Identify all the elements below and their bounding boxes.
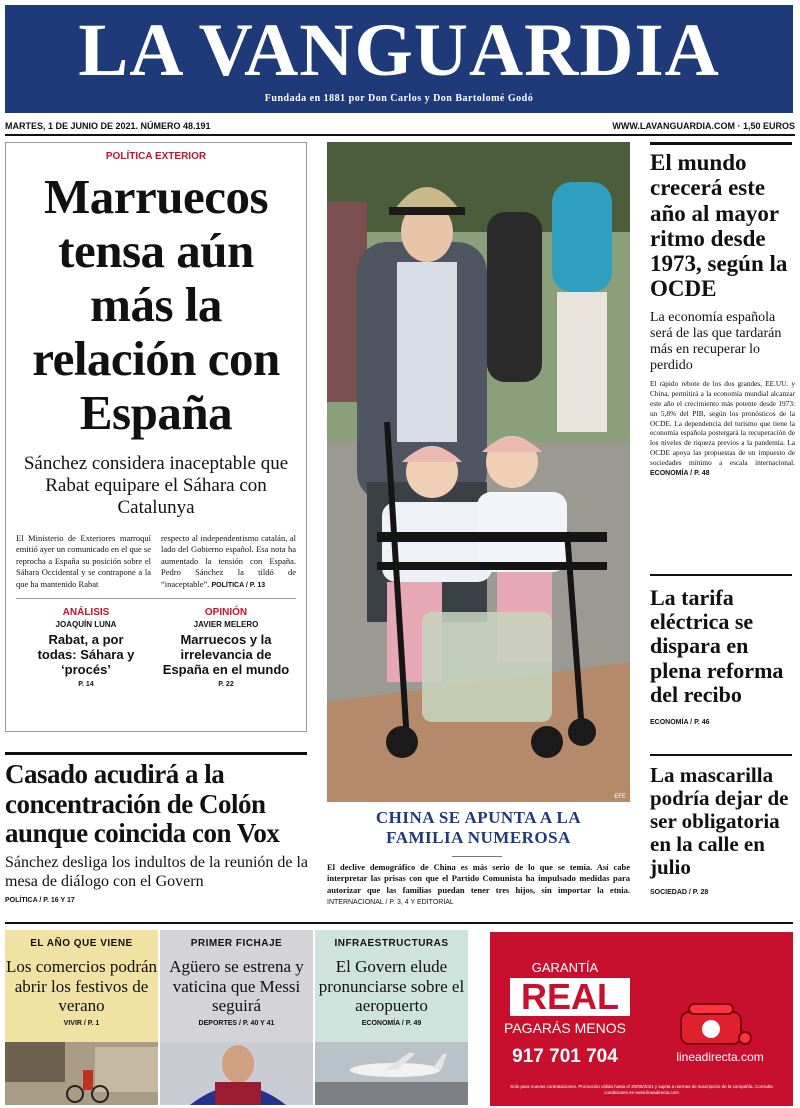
tarifa-headline[interactable]: La tarifa eléctrica se dispara en plena reforma del recibo	[650, 585, 784, 707]
analysis-author: JOAQUÍN LUNA	[55, 620, 117, 630]
mascarilla-ref: SOCIEDAD / P. 28	[650, 889, 709, 897]
photo-credit: EFE	[614, 794, 626, 800]
promo-aeropuerto-title[interactable]: El Govern elude pronunciarse sobre el aeropuerto	[318, 957, 465, 1016]
promo-aguero-ref: DEPORTES / P. 40 Y 41	[198, 1019, 275, 1027]
china-body-text: El declive demográfico de China es más serio de lo que se temía. Así cabe interpretar las prisas con que el Partido Comunista ha impulsado medidas para autorizar que las familias puedan tener tres hijos, sin importar la etnia.	[327, 862, 630, 895]
top-rule	[5, 134, 795, 136]
tarifa-story[interactable]	[650, 586, 795, 726]
promo-comercios-ref: VIVIR / P. 1	[63, 1019, 100, 1027]
tarifa-ref: ECONOMÍA / P. 46	[650, 718, 710, 726]
ad-web[interactable]: lineadirecta.com	[676, 1050, 764, 1064]
promo-aguero[interactable]	[160, 930, 313, 1105]
lead-related	[16, 598, 296, 688]
tarifa-rule	[650, 574, 792, 576]
promo-aeropuerto[interactable]	[315, 930, 468, 1105]
ocde-ref: ECONOMÍA / P. 48	[650, 469, 710, 477]
promo-aguero-kicker: PRIMER FICHAJE	[190, 938, 283, 949]
opinion-item[interactable]	[156, 607, 296, 688]
promo-aeropuerto-text	[315, 930, 468, 1042]
bottom-rule	[5, 922, 793, 924]
casado-story[interactable]	[5, 760, 310, 904]
ad-fine-print: Sólo para nuevas contrataciones. Promoción válida hasta el 30/06/2021 y sujeta a normas de suscripción de la compañía. Consulta condiciones en www.lineadirecta.com	[510, 1084, 773, 1096]
china-photo[interactable]	[327, 142, 630, 802]
promo-aguero-title[interactable]: Agüero se estrena y vaticina que Messi seguirá	[169, 957, 304, 1016]
casado-subhead: Sánchez desliga los indultos de la reunión de la mesa de diálogo con el Govern	[5, 854, 309, 891]
dateline-web-price: WWW.LAVANGUARDIA.COM · 1,50 EUROS	[612, 121, 795, 131]
masthead-founded: Fundada en 1881 por Don Carlos y Don Bartolomé Godó	[264, 93, 534, 104]
lead-body-right	[161, 533, 296, 590]
dateline	[5, 118, 795, 134]
promo-comercios-photo	[5, 1042, 158, 1105]
analysis-kicker: ANÁLISIS	[62, 607, 110, 619]
ad-line1: GARANTÍA	[531, 960, 599, 975]
china-headline[interactable]: CHINA SE APUNTA A LA FAMILIA NUMEROSA	[375, 808, 582, 848]
ocde-rule	[650, 142, 792, 145]
promo-aeropuerto-photo	[315, 1042, 468, 1105]
opinion-page: P. 22	[218, 681, 234, 689]
lead-body-right-text: respecto al independentismo catalán, al lado del Gobierno español. Esa nota ha aumentado la tensión con España. Pedro Sánchez la tildó de “inaceptable”.	[161, 532, 296, 589]
ad-linea-directa[interactable]	[490, 932, 793, 1106]
lead-headline[interactable]: Marruecos tensa aún más la relación con España	[32, 169, 280, 440]
promo-aguero-text	[160, 930, 313, 1042]
analysis-item[interactable]	[16, 607, 156, 688]
promo-comercios-title[interactable]: Los comercios podrán abrir los festivos de verano	[5, 957, 158, 1016]
china-rule	[452, 856, 502, 857]
opinion-kicker: OPINIÓN	[204, 607, 248, 619]
masthead	[5, 5, 793, 113]
casado-rule	[5, 752, 307, 755]
phone-icon	[675, 1002, 755, 1052]
lead-kicker: POLÍTICA EXTERIOR	[105, 151, 207, 162]
lead-body-left: El Ministerio de Exteriores marroquí emitió ayer un comunicado en el que se reprocha a España su posición sobre el Sáhara Occidental y se contrapone a la que ha mantenido Rabat	[16, 532, 151, 589]
masthead-logo[interactable]: LA VANGUARDIA	[78, 9, 720, 92]
china-ref: INTERNACIONAL / P. 3, 4 Y EDITORIAL	[327, 899, 454, 907]
ad-line3: PAGARÁS MENOS	[504, 1020, 626, 1036]
dateline-date: MARTES, 1 DE JUNIO DE 2021. NÚMERO 48.191	[5, 121, 211, 131]
analysis-page: P. 14	[78, 681, 94, 689]
mascarilla-story[interactable]	[650, 764, 795, 896]
china-photo-illustration	[327, 142, 630, 802]
ocde-headline[interactable]: El mundo crecerá este año al mayor ritmo desde 1973, según la OCDE	[650, 150, 788, 302]
promo-aeropuerto-kicker: INFRAESTRUCTURAS	[334, 938, 449, 949]
lead-story[interactable]	[5, 142, 307, 732]
ocde-subhead: La economía española será de las que tardarán más en recuperar lo perdido	[650, 309, 782, 374]
casado-ref: POLÍTICA / P. 16 Y 17	[5, 897, 75, 905]
promo-comercios-kicker: EL AÑO QUE VIENE	[30, 938, 133, 949]
casado-headline[interactable]: Casado acudirá a la concentración de Colón aunque coincida con Vox	[5, 759, 280, 849]
china-body	[327, 862, 630, 908]
lead-body-ref: POLÍTICA / P. 13	[211, 581, 266, 589]
ocde-story[interactable]	[650, 150, 795, 478]
ad-phone[interactable]: 917 701 704	[512, 1046, 618, 1067]
promo-comercios[interactable]	[5, 930, 158, 1105]
ocde-body-text: El rápido rebote de los dos grandes, EE.UU. y China, permitirá a la economía mundial alcanzar este año el crecimiento más potente desde 1973: un 5,8% del PIB, según los pronósticos de la OCDE. La dependencia del turismo que tiene la economía española postergará la recuperación de los niveles de riqueza previos a la pandemia. La OCDE apoya las propuestas de un impuesto de sociedades mínimo a escala internacional.	[650, 379, 795, 467]
lead-subhead: Sánchez considera inaceptable que Rabat equipare el Sáhara con Catalunya	[23, 453, 289, 519]
opinion-title[interactable]: Marruecos y la irrelevancia de España en el mundo	[162, 632, 290, 678]
analysis-title[interactable]: Rabat, a por todas: Sáhara y ‘procés’	[37, 632, 135, 678]
mascarilla-headline[interactable]: La mascarilla podría dejar de ser obligatoria en la calle en julio	[650, 763, 789, 880]
promo-aguero-photo	[160, 1042, 313, 1105]
promo-comercios-text	[5, 930, 158, 1042]
ad-line2: REAL	[510, 978, 630, 1016]
mascarilla-rule	[650, 754, 792, 756]
opinion-author: JAVIER MELERO	[193, 620, 259, 630]
ocde-body	[650, 379, 795, 478]
lead-body	[16, 533, 296, 590]
promo-aeropuerto-ref: ECONOMÍA / P. 49	[361, 1019, 422, 1027]
